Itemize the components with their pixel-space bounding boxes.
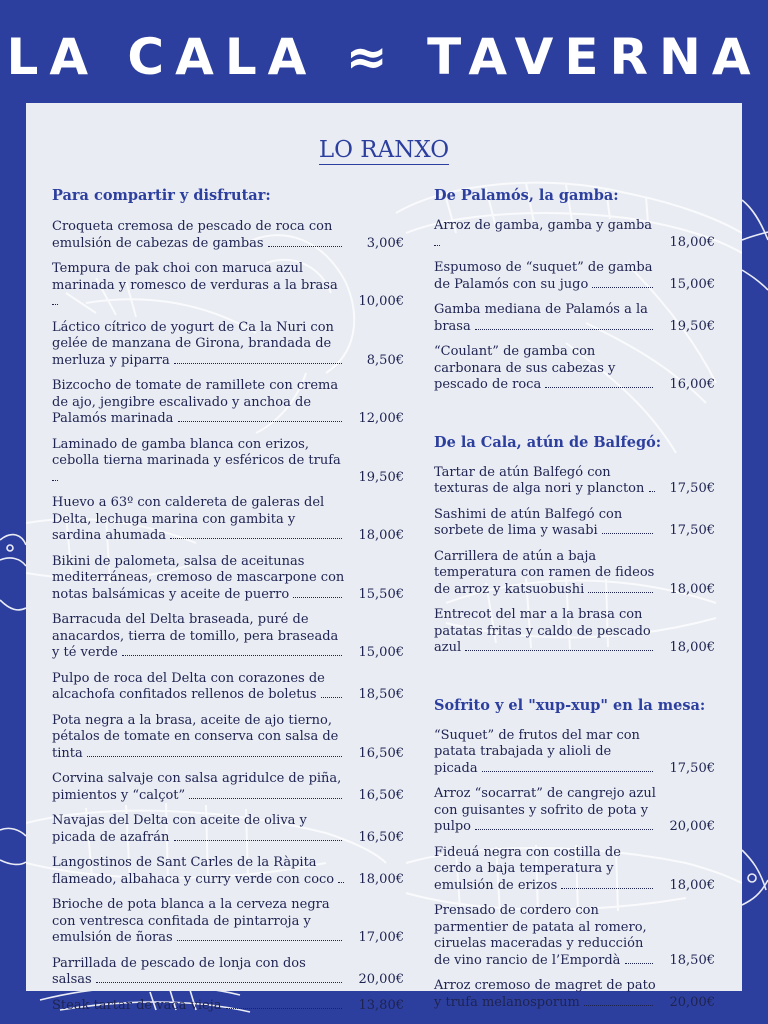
dish-name: Corvina salvaje con salsa agridulce de piña, pimientos y “calçot”	[52, 771, 342, 803]
menu-item	[434, 260, 715, 293]
menu-item	[52, 897, 404, 947]
dotted-leader	[588, 592, 653, 593]
menu-item	[52, 219, 404, 252]
dish-price: 15,00€	[358, 645, 404, 660]
dish-price: 18,00€	[669, 877, 715, 893]
menu-item	[52, 437, 404, 487]
dish-price: 19,50€	[669, 318, 715, 334]
dotted-leader	[177, 940, 342, 941]
dish-name: Bikini de palometa, salsa de aceitunas mediterráneas, cremoso de mascarpone con notas balsámicas y aceite de puerro	[52, 553, 345, 602]
dish-price: 18,50€	[669, 952, 715, 968]
dish-price: 15,00€	[669, 276, 715, 292]
dotted-leader	[475, 829, 653, 830]
dotted-leader	[545, 387, 653, 388]
menu-item	[52, 495, 404, 545]
dish-price: 16,50€	[358, 787, 404, 803]
dish-name: Navajas del Delta con aceite de oliva y picada de azafrán	[52, 813, 404, 846]
dish-price: 15,50€	[358, 586, 404, 602]
menu-item	[434, 728, 715, 778]
dish-price: 17,50€	[669, 760, 715, 776]
menu-item	[52, 813, 404, 846]
dotted-leader	[592, 287, 653, 288]
dotted-leader	[602, 533, 653, 534]
menu-item	[434, 465, 715, 498]
dish-price: 13,80€	[358, 997, 404, 1013]
menu-item	[52, 261, 404, 311]
dish-name: Tempura de pak choi con maruca azul marinada y romesco de verduras a la brasa	[52, 261, 404, 311]
menu-item	[52, 612, 404, 662]
dotted-leader	[178, 421, 342, 422]
left-column	[52, 187, 404, 1023]
dotted-leader	[87, 756, 342, 757]
dotted-leader	[268, 246, 342, 247]
dish-price: 16,50€	[358, 829, 404, 845]
dish-name: Espumoso de “suquet” de gamba de Palamós con su jugo	[434, 260, 653, 292]
dish-price: 16,50€	[358, 745, 404, 761]
dish-name: Entrecot del mar a la brasa con patatas fritas y caldo de pescado azul	[434, 607, 715, 657]
menu-item	[52, 554, 404, 604]
dish-name: Pulpo de roca del Delta con corazones de alcachofa confitados rellenos de boletus	[52, 671, 404, 704]
menu-item	[434, 218, 715, 251]
dish-price: 20,00€	[669, 994, 715, 1010]
dotted-leader	[475, 329, 653, 330]
menu-item	[434, 507, 715, 540]
dish-name: Prensado de cordero con parmentier de patata al romero, ciruelas maceradas y reducción de vino rancio de l’Empordà	[434, 903, 715, 969]
dish-price: 20,00€	[358, 972, 404, 987]
menu-item	[52, 320, 404, 370]
menu-section	[434, 697, 715, 1012]
section-heading: Sofrito y el "xup-xup" en la mesa:	[434, 696, 706, 714]
dish-name: Arroz de gamba, gamba y gamba	[434, 218, 715, 251]
dish-name: Bizcocho de tomate de ramillete con crema de ajo, jengibre escalivado y anchoa de Palamós marinada	[52, 378, 404, 428]
dish-name: Carrillera de atún a baja temperatura con ramen de fideos de arroz y katsuobushi	[434, 548, 655, 597]
dish-name: Fideuá negra con costilla de cerdo a baja temperatura y emulsión de erizos	[434, 845, 715, 895]
dish-price: 16,00€	[669, 377, 715, 392]
dish-price: 18,00€	[669, 234, 715, 250]
menu-item	[52, 771, 404, 804]
dish-price: 17,50€	[669, 481, 715, 496]
dotted-leader	[170, 538, 342, 539]
dotted-leader	[625, 963, 653, 964]
menu-item	[434, 845, 715, 895]
section-heading: De Palamós, la gamba:	[434, 187, 619, 204]
menu-item	[434, 786, 715, 836]
dish-price: 20,00€	[669, 819, 715, 834]
menu-item	[52, 956, 404, 989]
dish-name: Brioche de pota blanca a la cerveza negra con ventresca confitada de pintarroja y emulsión de ñoras	[52, 897, 404, 947]
dotted-leader	[52, 304, 58, 305]
menu-item	[52, 713, 404, 763]
menu-item	[434, 549, 715, 599]
dotted-leader	[584, 1005, 653, 1006]
dish-name: Gamba mediana de Palamós a la brasa	[434, 302, 715, 335]
dotted-leader	[52, 480, 58, 481]
dish-name: Laminado de gamba blanca con erizos, cebolla tierna marinada y esféricos de trufa	[52, 437, 404, 487]
dish-name: Parrillada de pescado de lonja con dos salsas	[52, 956, 404, 989]
dish-name: Barracuda del Delta braseada, puré de anacardos, tierra de tomillo, pera braseada y té verde	[52, 612, 404, 662]
dish-name: Croqueta cremosa de pescado de roca con emulsión de cabezas de gambas	[52, 219, 404, 252]
menu-item	[434, 903, 715, 969]
dotted-leader	[189, 798, 342, 799]
dish-price: 18,00€	[669, 581, 715, 597]
dish-price: 12,00€	[358, 411, 404, 426]
dotted-leader	[293, 597, 342, 598]
menu-title: LO RANXO	[318, 137, 450, 163]
dish-price: 18,00€	[358, 871, 404, 887]
dotted-leader	[122, 655, 342, 656]
dotted-leader	[561, 888, 653, 889]
menu-item	[434, 302, 715, 335]
dish-name: Steak tartar de vaca vieja	[52, 998, 404, 1015]
dotted-leader	[338, 882, 344, 883]
dish-price: 18,00€	[669, 640, 715, 655]
dish-price: 3,00€	[366, 235, 404, 251]
dish-name: Huevo a 63º con caldereta de galeras del Delta, lechuga marina con gambita y sardina ahumada	[52, 495, 404, 545]
menu-section	[434, 434, 715, 657]
dotted-leader	[649, 491, 655, 492]
dish-name: “Coulant” de gamba con carbonara de sus cabezas y pescado de roca	[434, 344, 715, 394]
restaurant-name: LA CALA ≈ TAVERNA	[6, 28, 762, 86]
dish-price: 18,50€	[358, 687, 404, 702]
dish-price: 18,00€	[358, 528, 404, 543]
dish-price: 8,50€	[366, 352, 404, 368]
dotted-leader	[434, 245, 440, 246]
menu-item	[52, 378, 404, 428]
dish-name: Pota negra a la brasa, aceite de ajo tierno, pétalos de tomate en conserva con salsa de tinta	[52, 713, 404, 763]
dish-name: Langostinos de Sant Carles de la Ràpita flameado, albahaca y curry verde con coco	[52, 855, 404, 888]
dotted-leader	[465, 650, 653, 651]
dish-price: 19,50€	[358, 469, 404, 485]
dish-price: 17,50€	[669, 523, 715, 538]
dotted-leader	[321, 697, 342, 698]
section-heading: Para compartir y disfrutar:	[52, 187, 271, 204]
dish-name: Arroz “socarrat” de cangrejo azul con guisantes y sofrito de pota y pulpo	[434, 786, 656, 834]
section-heading: De la Cala, atún de Balfegó:	[434, 433, 662, 451]
menu-section	[434, 187, 715, 394]
dish-name: “Suquet” de frutos del mar con patata trabajada y alioli de picada	[434, 728, 715, 778]
menu-item	[434, 607, 715, 657]
menu-item	[52, 998, 404, 1015]
menu-item	[434, 978, 715, 1011]
dotted-leader	[174, 363, 342, 364]
menu-section	[52, 187, 404, 1014]
dish-price: 17,00€	[358, 930, 404, 945]
dotted-leader	[96, 982, 342, 983]
dish-price: 10,00€	[358, 294, 404, 309]
dish-name: Láctico cítrico de yogurt de Ca la Nuri con gelée de manzana de Girona, brandada de merluza y piparra	[52, 320, 404, 370]
dish-name: Tartar de atún Balfegó con texturas de alga nori y plancton	[434, 465, 715, 498]
dotted-leader	[482, 771, 653, 772]
dotted-leader	[174, 840, 343, 841]
menu-item	[52, 671, 404, 704]
menu-panel	[26, 103, 742, 1013]
dish-name: Sashimi de atún Balfegó con sorbete de lima y wasabi	[434, 507, 715, 540]
right-column	[434, 187, 715, 1020]
menu-item	[52, 855, 404, 888]
dotted-leader	[226, 1008, 342, 1009]
dish-name: Arroz cremoso de magret de pato y trufa melanosporum	[434, 978, 656, 1010]
menu-item	[434, 344, 715, 394]
